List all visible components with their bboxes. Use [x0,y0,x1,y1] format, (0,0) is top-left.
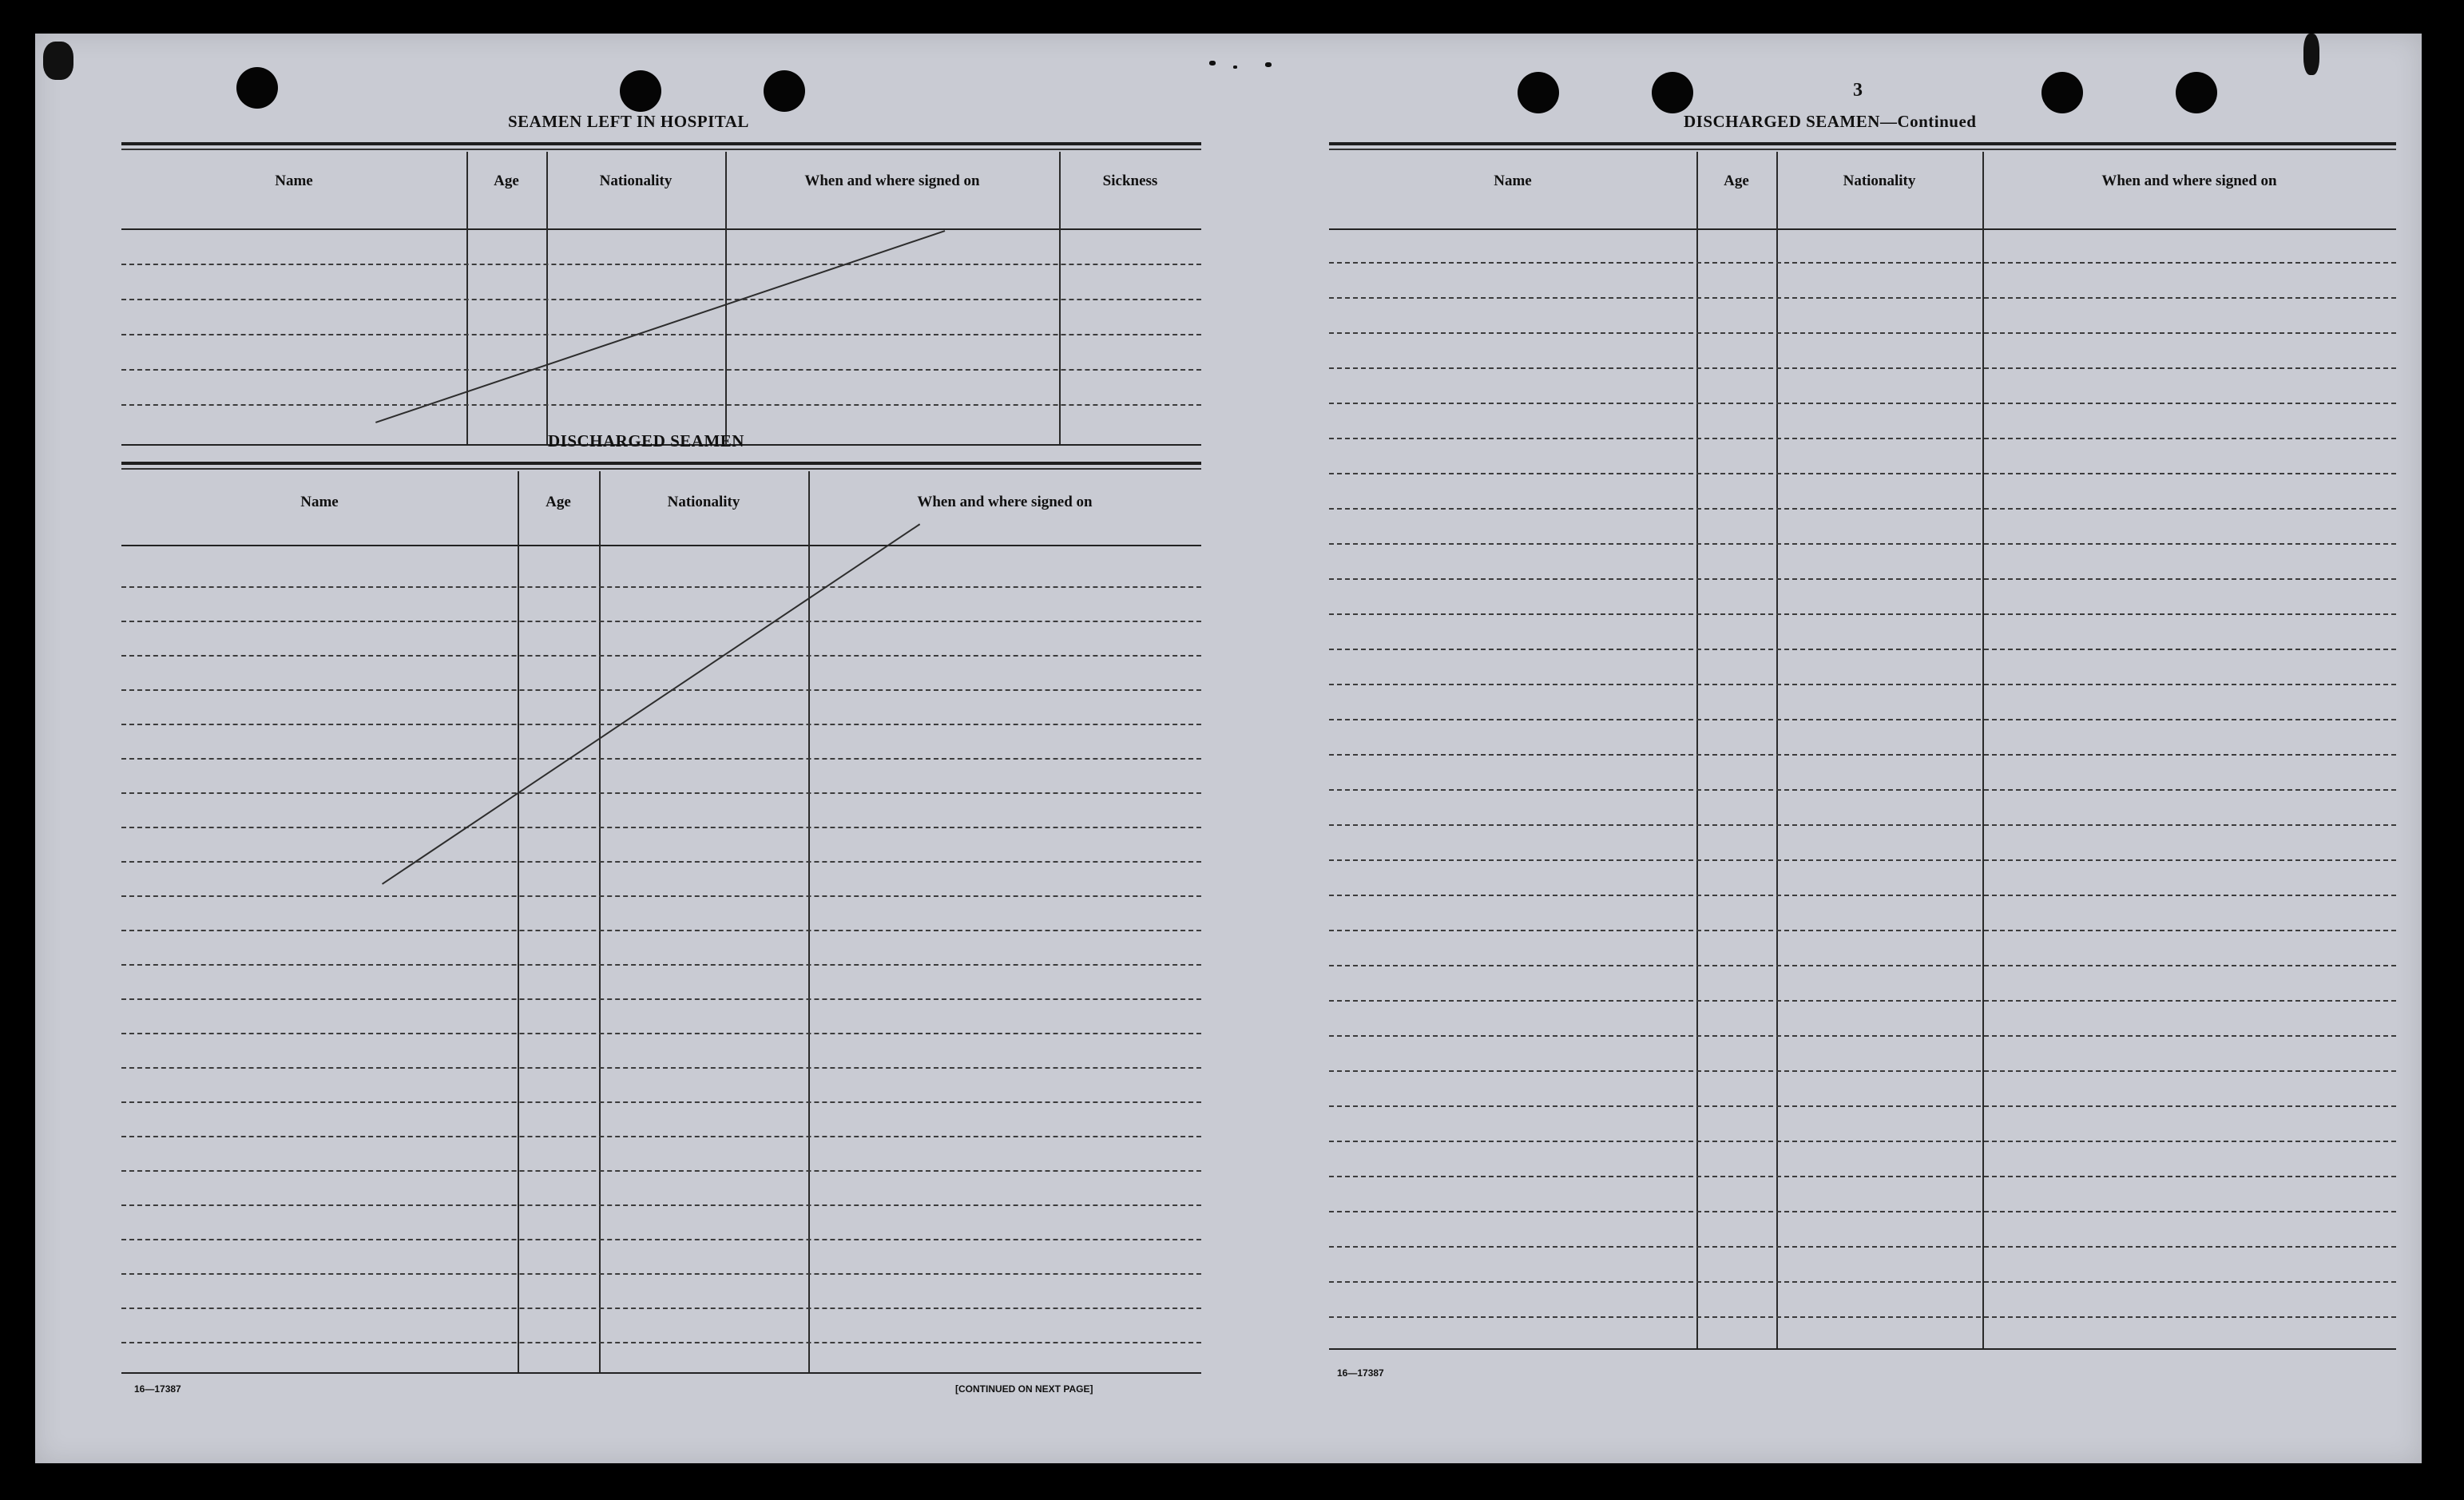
document-sheet [35,34,2422,1463]
header-divider [1329,228,2396,230]
entry-line [1329,613,2396,615]
entry-line [1329,1281,2396,1283]
entry-line [1329,930,2396,931]
entry-line [121,1308,1201,1309]
table-bottom-rule [121,1372,1201,1374]
column-header-age: Age [1724,173,1749,189]
form-code: 16—17387 [1337,1367,1384,1379]
entry-line [1329,438,2396,439]
entry-line [1329,719,2396,720]
entry-line [121,404,1201,406]
entry-line [121,1273,1201,1275]
entry-line [1329,1176,2396,1177]
table-top-rule [121,142,1201,145]
entry-line [121,1033,1201,1034]
continued-table [1329,142,2396,1363]
entry-line [1329,332,2396,334]
table-top-rule [121,468,1201,470]
punch-hole [620,70,661,112]
discharged-table [121,462,1201,1391]
entry-line [121,1170,1201,1172]
column-header-signed-on: When and where signed on [2101,173,2277,189]
punch-hole [236,67,278,109]
entry-line [1329,578,2396,580]
continued-section-title: DISCHARGED SEAMEN—Continued [1684,112,1977,131]
column-header-nationality: Nationality [1843,173,1916,189]
entry-line [121,792,1201,794]
entry-line [1329,1246,2396,1248]
cancel-stroke [382,523,920,884]
entry-line [121,1239,1201,1240]
entry-line [121,827,1201,828]
entry-line [1329,262,2396,264]
entry-line [121,264,1201,265]
column-divider [1982,152,1984,1350]
entry-line [1329,1105,2396,1107]
entry-line [121,724,1201,725]
entry-line [121,655,1201,657]
table-top-rule [1329,149,2396,150]
column-header-age: Age [494,173,519,189]
hospital-section-title: SEAMEN LEFT IN HOSPITAL [508,112,749,131]
entry-line [121,964,1201,966]
table-top-rule [121,462,1201,465]
entry-line [121,998,1201,1000]
punch-hole [1518,72,1559,113]
entry-line [1329,543,2396,545]
entry-line [121,299,1201,300]
entry-line [121,621,1201,622]
entry-line [1329,965,2396,966]
entry-line [121,1204,1201,1206]
entry-line [1329,367,2396,369]
entry-line [1329,403,2396,404]
punch-hole [2041,72,2083,113]
paper-damage [2303,34,2319,75]
entry-line [1329,508,2396,510]
column-header-sickness: Sickness [1102,173,1158,189]
entry-line [1329,895,2396,896]
discharged-section-title: DISCHARGED SEAMEN [548,431,744,450]
entry-line [1329,1035,2396,1037]
punch-hole [2176,72,2217,113]
paper-damage [43,42,73,80]
cancel-stroke [375,230,945,423]
entry-line [121,1067,1201,1069]
entry-line [121,369,1201,371]
paper-speck [1233,65,1237,69]
column-divider [1776,152,1778,1350]
entry-line [1329,1211,2396,1212]
entry-line [1329,1000,2396,1002]
table-top-rule [1329,142,2396,145]
entry-line [1329,684,2396,685]
column-divider [1696,152,1698,1350]
entry-line [121,334,1201,335]
page-number: 3 [1853,80,1863,101]
entry-line [121,689,1201,691]
column-header-nationality: Nationality [599,173,673,189]
entry-line [121,1101,1201,1103]
entry-line [121,930,1201,931]
column-header-signed-on: When and where signed on [804,173,980,189]
entry-line [121,758,1201,760]
entry-line [1329,473,2396,474]
column-header-name: Name [300,494,339,510]
table-bottom-rule [1329,1348,2396,1350]
punch-hole [764,70,805,112]
entry-line [121,1136,1201,1137]
entry-line [1329,754,2396,756]
paper-speck [1265,62,1272,67]
header-divider [121,545,1201,546]
header-divider [121,228,1201,230]
column-header-nationality: Nationality [667,494,740,510]
form-code: 16—17387 [134,1383,181,1395]
continued-note: [CONTINUED ON NEXT PAGE] [955,1383,1093,1395]
entry-line [121,861,1201,863]
entry-line [121,1342,1201,1343]
entry-line [121,586,1201,588]
entry-line [1329,859,2396,861]
paper-speck [1209,61,1216,65]
column-header-age: Age [546,494,571,510]
punch-hole [1652,72,1693,113]
hospital-table [121,142,1201,447]
table-top-rule [121,149,1201,150]
entry-line [1329,1141,2396,1142]
entry-line [1329,649,2396,650]
column-header-signed-on: When and where signed on [917,494,1093,510]
column-header-name: Name [275,173,313,189]
entry-line [1329,1070,2396,1072]
entry-line [1329,824,2396,826]
column-header-name: Name [1494,173,1532,189]
entry-line [1329,789,2396,791]
entry-line [1329,297,2396,299]
entry-line [121,895,1201,897]
entry-line [1329,1316,2396,1318]
